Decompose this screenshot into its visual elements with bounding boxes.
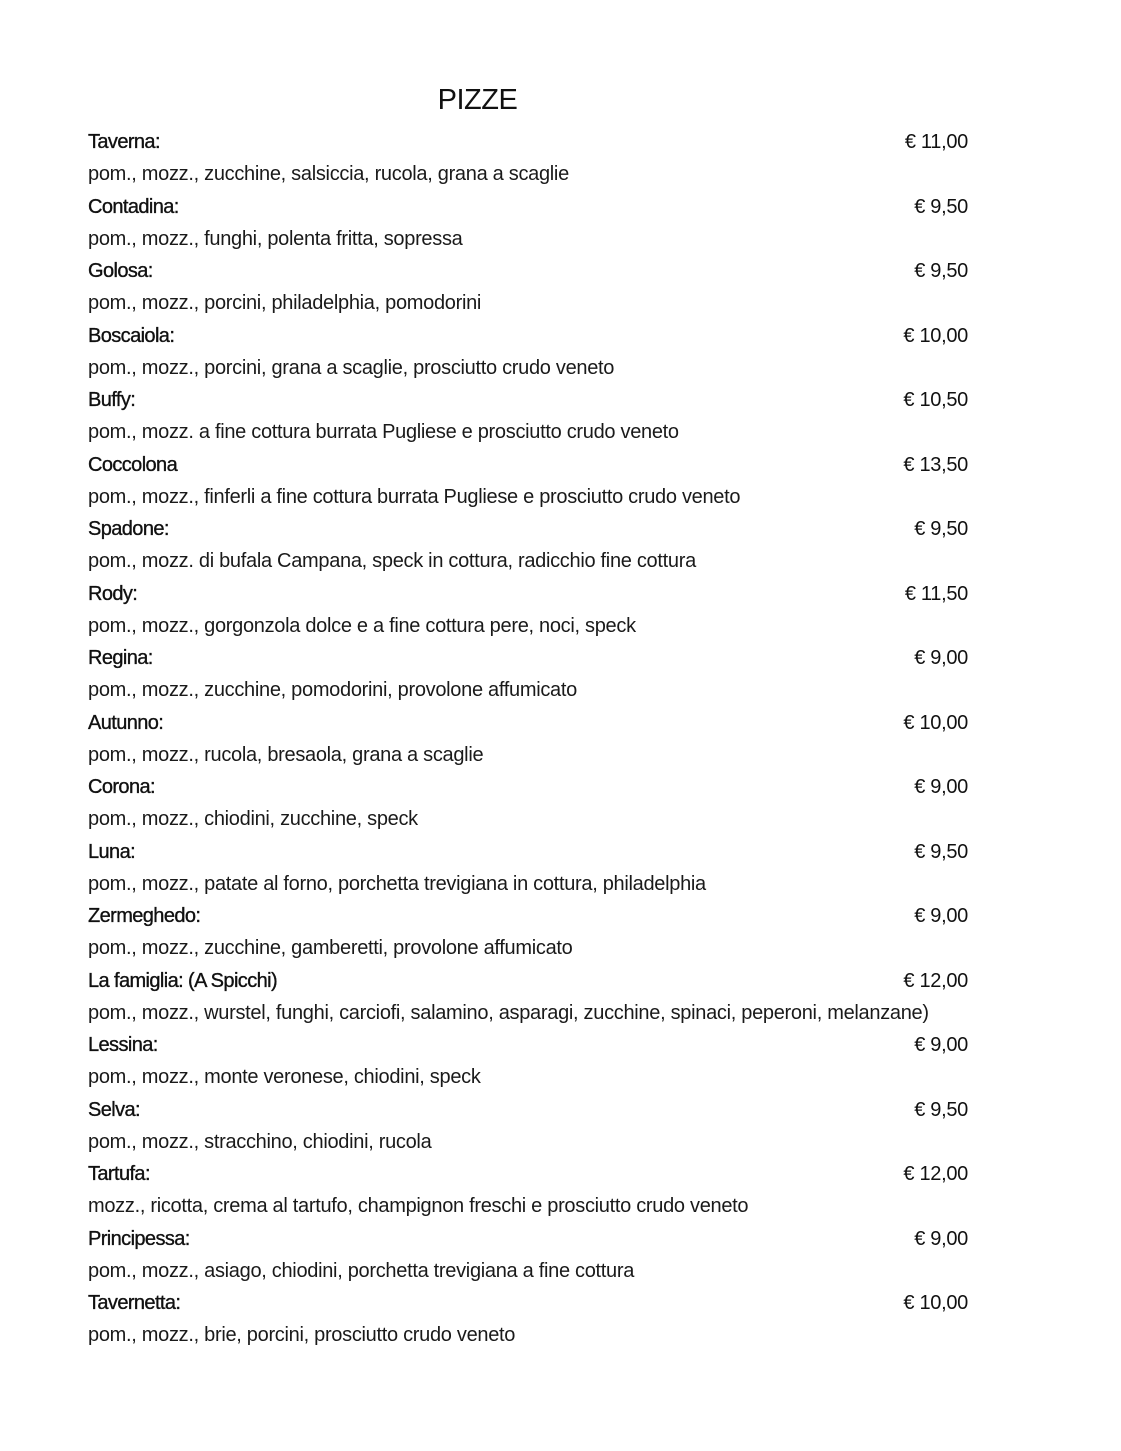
menu-item (88, 707, 968, 772)
pizza-name: Luna: (88, 840, 136, 863)
pizza-price: € 9,50 (914, 840, 968, 863)
pizza-ingredients: pom., mozz., brie, porcini, prosciutto crudo veneto (88, 1324, 516, 1346)
pizza-price: € 10,00 (903, 1292, 968, 1314)
pizza-ingredients: pom., mozz., monte veronese, chiodini, speck (88, 1066, 481, 1088)
pizza-ingredients: pom., mozz. di bufala Campana, speck in cottura, radicchio fine cottura (88, 550, 696, 572)
menu-item (88, 642, 968, 707)
pizza-name: Spadone: (88, 518, 169, 540)
pizza-name: Autunno: (88, 711, 164, 734)
menu-item-header (88, 578, 968, 610)
menu-item (88, 965, 968, 1030)
menu-item-header (88, 1029, 968, 1061)
pizza-price: € 9,00 (914, 905, 968, 927)
pizza-name: Coccolona (88, 453, 178, 476)
menu-item-header (88, 1094, 968, 1126)
menu-item (88, 191, 968, 256)
pizza-ingredients: pom., mozz., wurstel, funghi, carciofi, salamino, asparagi, zucchine, spinaci, peperoni, melanzane) (88, 1001, 929, 1024)
menu-item (88, 126, 968, 191)
menu-item (88, 449, 968, 514)
pizza-ingredients: pom., mozz., rucola, bresaola, grana a scaglie (88, 743, 484, 766)
pizza-name: Tavernetta: (88, 1292, 181, 1314)
pizza-ingredients: pom., mozz., chiodini, zucchine, speck (88, 808, 418, 830)
menu-item-header (88, 1158, 968, 1190)
pizza-name: Tartufa: (88, 1163, 150, 1185)
menu-item (88, 771, 968, 836)
pizza-ingredients: pom., mozz., porcini, grana a scaglie, prosciutto crudo veneto (88, 356, 615, 379)
menu-item-header (88, 449, 968, 481)
pizza-price: € 11,00 (904, 131, 968, 153)
pizza-name: Principessa: (88, 1227, 190, 1250)
pizza-ingredients: pom., mozz., zucchine, pomodorini, provolone affumicato (88, 679, 577, 701)
menu-item-header (88, 255, 968, 287)
pizza-ingredients: pom., mozz., stracchino, chiodini, rucola (88, 1130, 432, 1153)
pizza-name: Golosa: (88, 260, 153, 282)
pizza-price: € 9,50 (914, 518, 968, 540)
pizza-menu-list (88, 126, 968, 1352)
pizza-price: € 10,50 (903, 389, 968, 411)
menu-item-header (88, 320, 968, 352)
pizza-ingredients: pom., mozz., zucchine, salsiccia, rucola, grana a scaglie (88, 163, 569, 185)
menu-item-header (88, 126, 968, 158)
menu-item (88, 1029, 968, 1094)
menu-item (88, 578, 968, 643)
menu-item-header (88, 191, 968, 223)
pizza-name: Lessina: (88, 1034, 158, 1056)
pizza-ingredients: pom., mozz., funghi, polenta fritta, sopressa (88, 227, 463, 250)
pizza-price: € 9,00 (914, 1034, 968, 1056)
pizza-price: € 9,00 (914, 647, 968, 669)
pizza-price: € 12,00 (903, 969, 968, 992)
page-title: PIZZE (437, 84, 518, 116)
pizza-price: € 9,50 (914, 260, 968, 282)
menu-item (88, 320, 968, 385)
pizza-price: € 9,50 (914, 195, 968, 218)
menu-item-header (88, 1287, 968, 1319)
menu-item-header (88, 965, 968, 997)
pizza-price: € 11,50 (904, 582, 968, 605)
pizza-name: Buffy: (88, 389, 136, 411)
menu-item-header (88, 707, 968, 739)
pizza-name: Selva: (88, 1098, 140, 1121)
pizza-price: € 12,00 (903, 1163, 968, 1185)
pizza-ingredients: mozz., ricotta, crema al tartufo, champignon freschi e prosciutto crudo veneto (88, 1195, 749, 1217)
pizza-name: Boscaiola: (88, 324, 175, 347)
pizza-ingredients: pom., mozz., gorgonzola dolce e a fine cottura pere, noci, speck (88, 614, 636, 637)
pizza-name: Rody: (88, 582, 138, 605)
pizza-name: Corona: (88, 776, 155, 798)
menu-item-header (88, 1223, 968, 1255)
menu-item (88, 1223, 968, 1288)
pizza-price: € 9,00 (914, 1227, 968, 1250)
menu-item-header (88, 642, 968, 674)
pizza-price: € 13,50 (903, 453, 968, 476)
pizza-ingredients: pom., mozz., zucchine, gamberetti, provolone affumicato (88, 937, 573, 959)
menu-item-header (88, 900, 968, 932)
pizza-price: € 9,50 (914, 1098, 968, 1121)
pizza-ingredients: pom., mozz., finferli a fine cottura burrata Pugliese e prosciutto crudo veneto (88, 485, 741, 508)
menu-item (88, 1158, 968, 1223)
menu-item (88, 1094, 968, 1159)
pizza-name: Regina: (88, 647, 153, 669)
menu-item (88, 836, 968, 901)
pizza-price: € 10,00 (903, 711, 968, 734)
menu-item-header (88, 384, 968, 416)
pizza-ingredients: pom., mozz. a fine cottura burrata Pugliese e prosciutto crudo veneto (88, 421, 679, 443)
pizza-price: € 9,00 (914, 776, 968, 798)
menu-item-header (88, 771, 968, 803)
menu-item (88, 255, 968, 320)
pizza-ingredients: pom., mozz., porcini, philadelphia, pomodorini (88, 292, 482, 314)
menu-item (88, 513, 968, 578)
pizza-name: La famiglia: (A Spicchi) (88, 969, 278, 992)
pizza-name: Taverna: (88, 131, 160, 153)
menu-item-header (88, 513, 968, 545)
menu-item (88, 900, 968, 965)
menu-item-header (88, 836, 968, 868)
pizza-ingredients: pom., mozz., asiago, chiodini, porchetta trevigiana a fine cottura (88, 1259, 635, 1282)
pizza-ingredients: pom., mozz., patate al forno, porchetta trevigiana in cottura, philadelphia (88, 872, 706, 895)
pizza-price: € 10,00 (903, 324, 968, 347)
pizza-name: Zermeghedo: (88, 905, 201, 927)
menu-item (88, 384, 968, 449)
menu-item (88, 1287, 968, 1352)
pizza-name: Contadina: (88, 195, 179, 218)
